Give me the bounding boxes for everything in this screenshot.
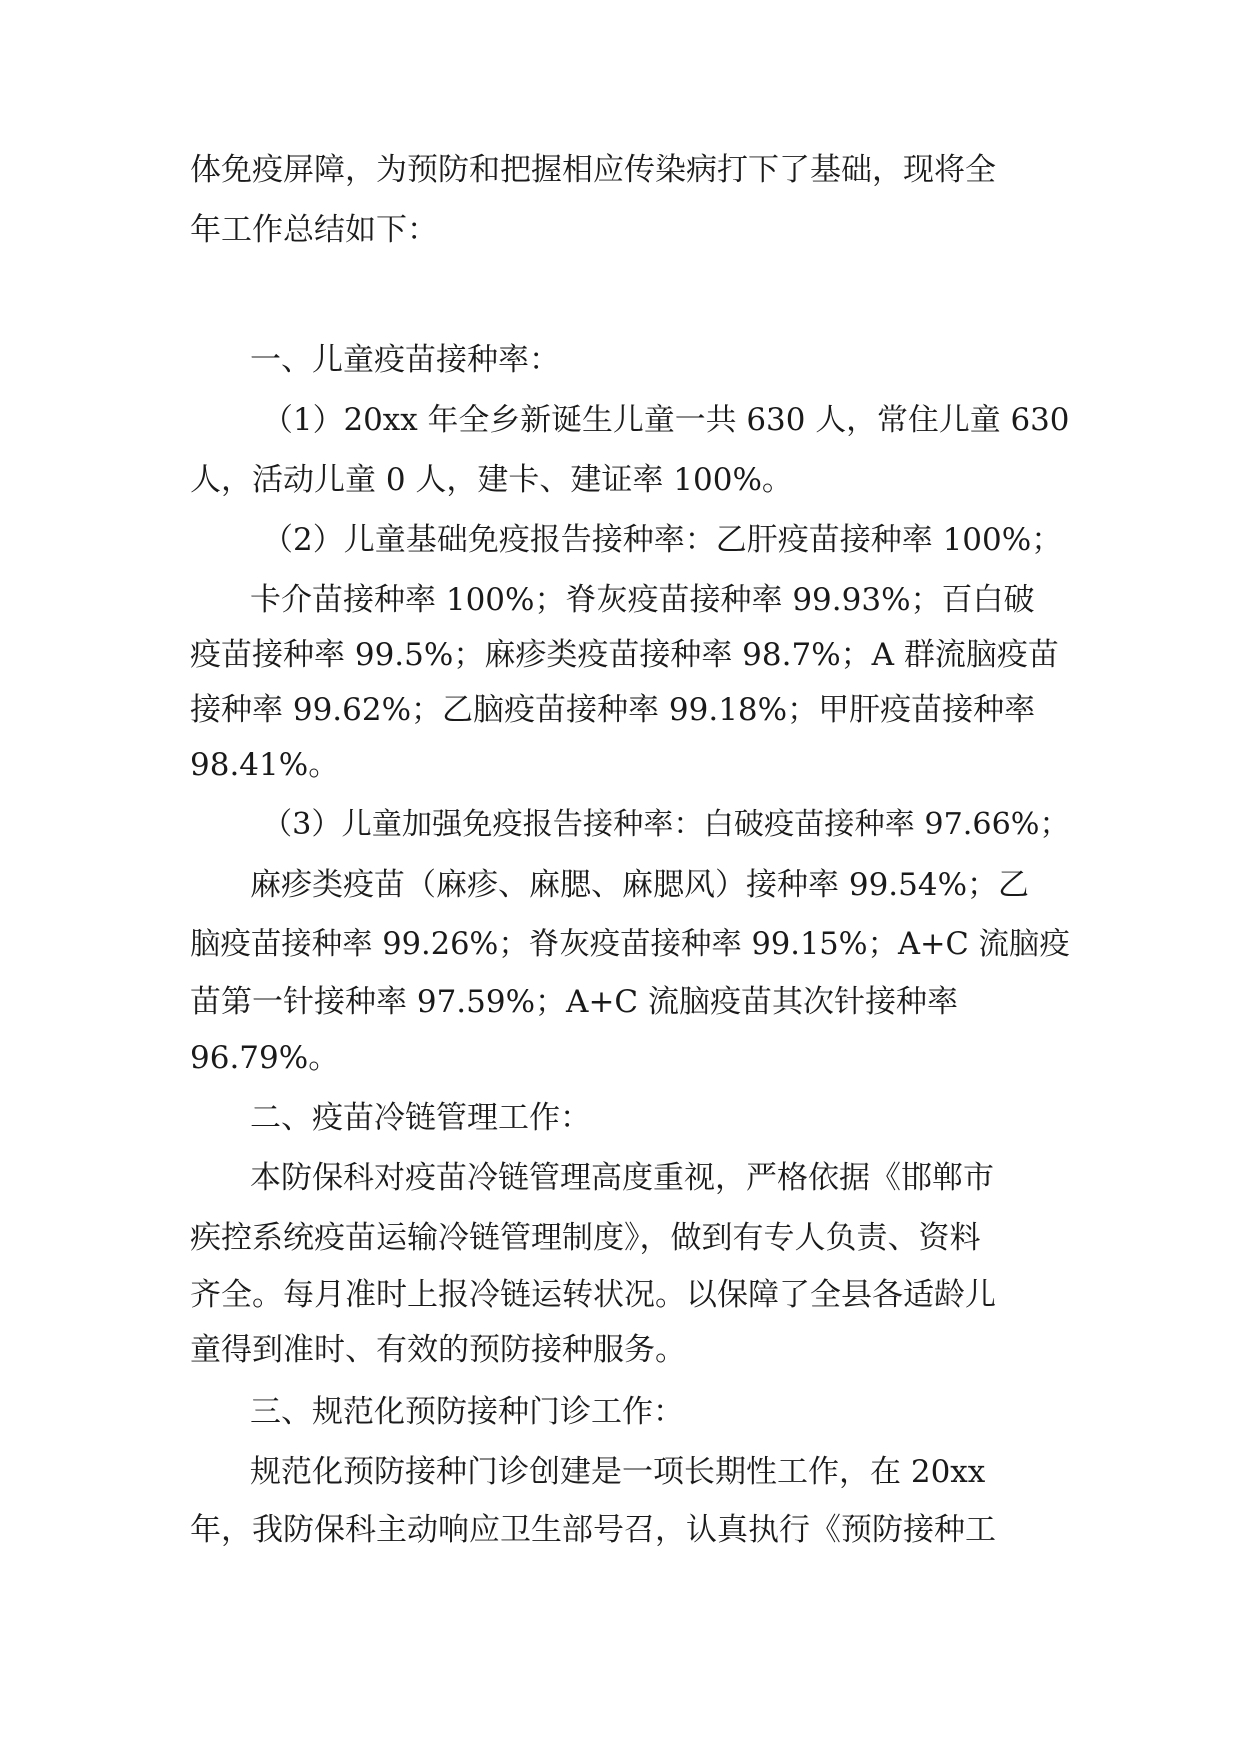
section-heading: 二、疫苗冷链管理工作：	[250, 1100, 591, 1136]
paragraph-line: 童得到准时、有效的预防接种服务。	[190, 1332, 686, 1368]
paragraph-line: 98.41%。	[190, 747, 340, 783]
paragraph-line: 96.79%。	[190, 1040, 340, 1076]
section-heading: 一、儿童疫苗接种率：	[250, 342, 560, 378]
paragraph-line: 规范化预防接种门诊创建是一项长期性工作，在 20xx	[250, 1454, 986, 1490]
paragraph-line: 年工作总结如下：	[190, 212, 438, 248]
paragraph-line: 苗第一针接种率 97.59%；A+C 流脑疫苗其次针接种率	[190, 984, 958, 1020]
paragraph-line: 人，活动儿童 0 人，建卡、建证率 100%。	[190, 462, 793, 498]
paragraph-line: 体免疫屏障，为预防和把握相应传染病打下了基础，现将全	[190, 152, 996, 188]
paragraph-line: 本防保科对疫苗冷链管理高度重视，严格依据《邯郸市	[250, 1160, 994, 1196]
paragraph-line: 脑疫苗接种率 99.26%；脊灰疫苗接种率 99.15%；A+C 流脑疫	[190, 927, 1070, 962]
paragraph-line: （2）儿童基础免疫报告接种率：乙肝疫苗接种率 100%；	[262, 522, 1063, 558]
paragraph-line: 齐全。每月准时上报冷链运转状况。以保障了全县各适龄儿	[190, 1277, 996, 1313]
paragraph-line: 疫苗接种率 99.5%；麻疹类疫苗接种率 98.7%；A 群流脑疫苗	[190, 637, 1059, 673]
paragraph-line: 年，我防保科主动响应卫生部号召，认真执行《预防接种工	[190, 1512, 996, 1548]
paragraph-line: 卡介苗接种率 100%；脊灰疫苗接种率 99.93%；百白破	[250, 582, 1035, 618]
section-heading: 三、规范化预防接种门诊工作：	[250, 1394, 684, 1430]
paragraph-line: 疾控系统疫苗运输冷链管理制度》，做到有专人负责、资料	[190, 1220, 981, 1256]
paragraph-line: 麻疹类疫苗（麻疹、麻腮、麻腮风）接种率 99.54%；乙	[250, 867, 1030, 903]
paragraph-line: 接种率 99.62%；乙脑疫苗接种率 99.18%；甲肝疫苗接种率	[190, 692, 1036, 728]
paragraph-line: （1）20xx 年全乡新诞生儿童一共 630 人，常住儿童 630	[262, 402, 1070, 438]
paragraph-line: （3）儿童加强免疫报告接种率：白破疫苗接种率 97.66%；	[262, 807, 1070, 842]
